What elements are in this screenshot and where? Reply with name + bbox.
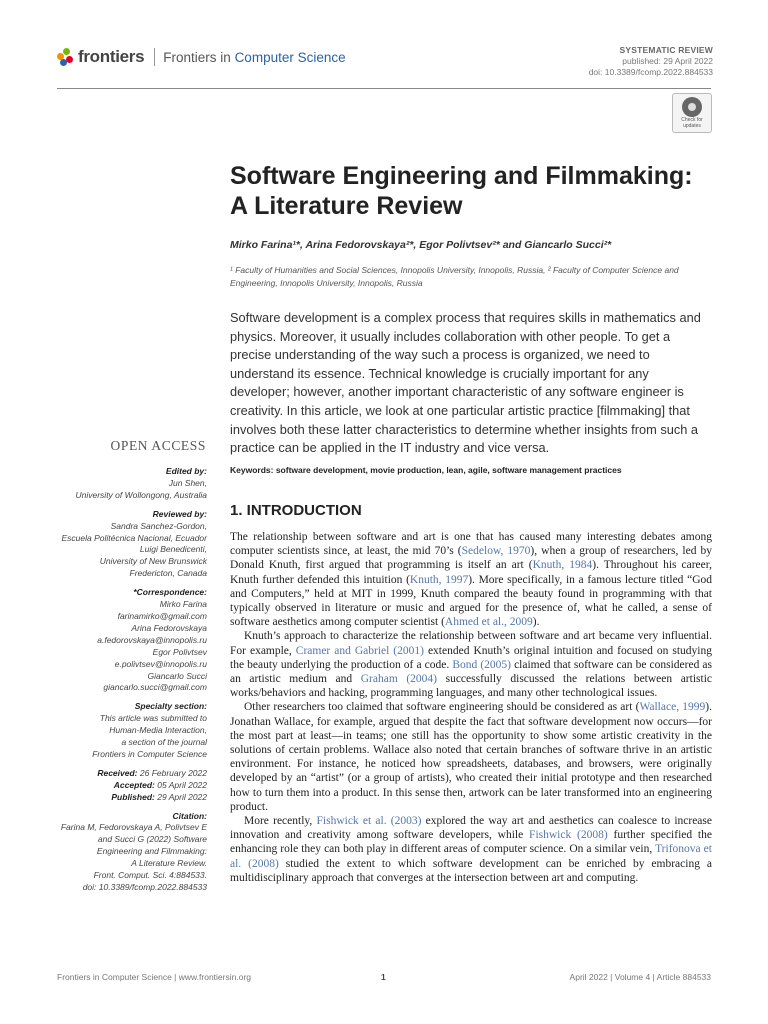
section-heading-introduction: 1. INTRODUCTION (230, 502, 362, 519)
article-meta (589, 45, 713, 78)
citation-link[interactable]: Fishwick et al. (2003) (316, 815, 422, 828)
citation: Citation: Farina M, Fedorovskaya A, Polivtsev E and Succi G (2022) Software Engineering and Filmmaking: A Literature Review. Front. Comput. Sci. 4:884533. doi: 10.3389/fcomp.2022.884533 (40, 811, 207, 894)
check-for-updates-button[interactable] (672, 93, 712, 133)
check-updates-label: Check for updates (681, 117, 703, 129)
introduction-body (230, 530, 712, 885)
journal-name[interactable]: Frontiers in Computer Science (163, 49, 346, 65)
doi[interactable]: doi: 10.3389/fcomp.2022.884533 (588, 67, 713, 77)
citation-link[interactable]: Sedelow, 1970 (461, 545, 531, 558)
citation-link[interactable]: Cramer and Gabriel (2001) (295, 644, 424, 657)
brand-name: frontiers (78, 47, 145, 66)
published-date: published: 29 April 2022 (622, 56, 713, 66)
article-sidebar (40, 466, 207, 901)
affiliations: ¹ Faculty of Humanities and Social Sciences, Innopolis University, Innopolis, Russia, ² Faculty of Computer Science and Engineering, Innopolis University, Innopolis, Russia (230, 265, 679, 288)
page-number: 1 (381, 972, 386, 982)
email-link[interactable]: a.fedorovskaya@innopolis.ru (97, 634, 207, 645)
article-title: Software Engineering and Filmmaking: A Literature Review (230, 162, 693, 220)
paragraph: Other researchers too claimed that software engineering should be considered as art (Wallace, 1999). Jonathan Wallace, for example, argued that despite the fact that software development now occurs—for the most part at least—in teams; one still has the opportunity to show some artistic creativity in the solutions of certain problems. Wallace also noted that certain branches of software thrive in an artistic environment. For instance, he noticed how spreadsheets, databases, and browsers, were originally developed by an “artist” (or a group of artists), who created their initial prototype and then researched how to turn them into a product. In this sense then, artwork can be later transformed into an engineering product. (230, 701, 712, 813)
reviewed-by: Reviewed by: Sandra Sanchez-Gordon, Escuela Politécnica Nacional, Ecuador Luigi Benedicenti, University of New Brunswick Fredericton, Canada (61, 508, 207, 579)
frontiers-logo-icon (57, 48, 75, 66)
footer-issue: April 2022 | Volume 4 | Article 884533 (569, 972, 711, 982)
citation-link[interactable]: Trifonova et al. (2008) (230, 843, 712, 870)
footer-journal-link[interactable]: Frontiers in Computer Science | www.frontiersin.org (57, 972, 252, 982)
open-access-label: OPEN ACCESS (110, 438, 206, 453)
citation-link[interactable]: Ahmed et al., 2009 (444, 616, 533, 629)
check-updates-icon (682, 97, 702, 117)
paragraph: Knuth’s approach to characterize the relationship between software and art became very influential. For example, Cramer and Gabriel (2001) extended Knuth’s original intuition and focused on studying the beauty underlying the production of a code. Bond (2005) claimed that software can be considered as an artistic medium and Graham (2004) successfully discussed the relations between artistic works/behaviors and hacking, programming languages, and many other technological issues. (230, 630, 712, 700)
paragraph: More recently, Fishwick et al. (2003) explored the way art and aesthetics can coalesce to increase innovation and creativity among software developers, while Fishwick (2008) further specified the enhancing role they can both play in different areas of computer science. On a similar vein, Trifonova et al. (2008) studied the extent to which software development can be enriched by embracing a multidisciplinary approach that converges at the intersection between art and computing. (230, 815, 712, 884)
abstract: Software development is a complex process that requires skills in mathematics and physics. Moreover, it usually includes collaboration with other people. To get a precise understanding of the way such a process is organized, we need to understand its essence. Technical knowledge is crucially important for any developer; however, another important characteristic of any software engineer is creativity. In this article, we look at one particular artistic practice [filmmaking] that involves both these latter characteristics to determine whether insights from such a practice can be applied in the IT industry and vice versa. (230, 310, 701, 456)
email-link[interactable]: farinamirko@gmail.com (117, 610, 207, 621)
article-type: SYSTEMATIC REVIEW (619, 45, 713, 55)
citation-link[interactable]: Fishwick (2008) (529, 829, 608, 842)
citation-link[interactable]: Graham (2004) (360, 673, 438, 686)
dates: Received: 26 February 2022 Accepted: 05 April 2022 Published: 29 April 2022 (97, 767, 207, 802)
citation-link[interactable]: Bond (2005) (452, 658, 511, 671)
edited-by: Edited by: Jun Shen, University of Wollongong, Australia (75, 466, 207, 500)
email-link[interactable]: giancarlo.succi@gmail.com (103, 682, 207, 693)
frontiers-logo[interactable] (57, 47, 346, 67)
keywords: Keywords: software development, movie production, lean, agile, software management practices (230, 465, 622, 475)
email-link[interactable]: e.polivtsev@innopolis.ru (114, 658, 207, 669)
logo-divider (154, 48, 155, 66)
paragraph: The relationship between software and art is one that has caused many interesting debates among computer scientists since, at least, the mid 70’s (Sedelow, 1970), when a group of researchers, led by Donald Knuth, first argued that programming is itself an art (Knuth, 1984). Throughout his career, Knuth further defended this intuition (Knuth, 1997). More specifically, in a famous lecture titled “God and Computers,” held at MIT in 1999, Knuth compared the beauty found in programming with that typically observed in literature or music and argued for the presence of, what he called, a sense of software aesthetics among computer scientist (Ahmed et al., 2009). (230, 531, 713, 629)
header-divider (57, 88, 711, 89)
specialty-section: Specialty section: This article was submitted to Human-Media Interaction, a section of the journal Frontiers in Computer Science (92, 701, 207, 759)
citation-link[interactable]: Knuth, 1997 (409, 573, 469, 586)
citation-doi[interactable]: doi: 10.3389/fcomp.2022.884533 (82, 882, 207, 892)
correspondence: *Correspondence: Mirko Farina farinamirko@gmail.com Arina Fedorovskaya a.fedorovskaya@innopolis.ru Egor Polivtsev e.polivtsev@innopolis.ru Giancarlo Succi giancarlo.succi@gmail.com (40, 587, 207, 694)
author-list: Mirko Farina¹*, Arina Fedorovskaya²*, Egor Polivtsev²* and Giancarlo Succi²* (230, 239, 612, 251)
citation-link[interactable]: Wallace, 1999 (639, 701, 706, 714)
citation-link[interactable]: Knuth, 1984 (532, 559, 593, 572)
